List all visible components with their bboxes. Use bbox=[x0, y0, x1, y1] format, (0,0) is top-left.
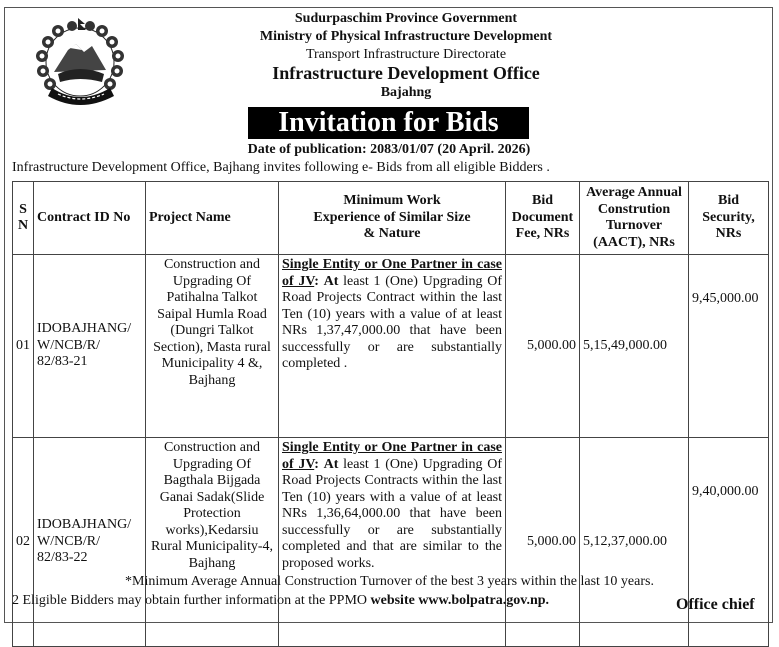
intro-text: Infrastructure Development Office, Bajhang invites following e- Bids from all eligible Bidders . bbox=[12, 160, 550, 175]
experience-text: least 1 (One) Upgrading Of Road Projects Contract within the last Ten (10) years with a value of at least NRs 1,37,47,000.00 that have been successfully or are substantially completed . bbox=[282, 273, 503, 371]
further-info bbox=[12, 593, 549, 609]
province-government-heading: Sudurpaschim Province Government bbox=[294, 11, 518, 26]
table-row bbox=[13, 255, 769, 438]
cell-aact: 5,15,49,000.00 bbox=[580, 255, 689, 438]
office-heading: Infrastructure Development Office bbox=[272, 63, 540, 83]
invitation-banner: Invitation for Bids bbox=[248, 107, 529, 139]
experience-lead: Single Entity or One Partner in case of JV bbox=[282, 257, 502, 289]
cell-security: 9,45,000.00 bbox=[689, 255, 769, 438]
website-link[interactable]: website www.bolpatra.gov.np. bbox=[370, 593, 550, 608]
directorate-heading: Transport Infrastructure Directorate bbox=[305, 47, 507, 62]
turnover-note bbox=[0, 574, 779, 590]
header-experience: Minimum Work Experience of Similar Size & Nature bbox=[279, 182, 506, 255]
cell-sn: 01 bbox=[13, 255, 34, 438]
cell-aact: 5,12,37,000.00 bbox=[580, 438, 689, 647]
cell-contract-id: IDOBAJHANG/ W/NCB/R/ 82/83-21 bbox=[34, 255, 146, 438]
cell-project-name: Construction and Upgrading Of Patihalna Talkot Saipal Humla Road (Dungri Talkot Section), Masta rural Municipality 4 &, Bajhang bbox=[146, 255, 279, 438]
cell-sn: 02 bbox=[13, 438, 34, 647]
cell-project-name: Construction and Upgrading Of Bagthala Bijgada Ganai Sadak(Slide Protection works),Kedarsiu Rural Municipality-4, Bajhang bbox=[146, 438, 279, 647]
cell-contract-id: IDOBAJHANG/ W/NCB/R/ 82/83-22 bbox=[34, 438, 146, 647]
location-heading: Bajahng bbox=[380, 85, 432, 100]
experience-text: least 1 (One) Upgrading Of Road Projects Contracts within the last Ten (10) years with a value of at least NRs 1,36,64,000.00 that have been successfully or are substantially completed and that are similar to the proposed works. bbox=[282, 456, 503, 571]
experience-at: At bbox=[323, 456, 339, 472]
ministry-heading: Ministry of Physical Infrastructure Development bbox=[259, 29, 553, 44]
experience-lead: Single Entity or One Partner in case of JV bbox=[282, 440, 502, 472]
header-security: Bid Security, NRs bbox=[689, 182, 769, 255]
turnover-note-text: *Minimum Average Annual Construction Turnover of the best 3 years within the last 10 years. bbox=[125, 574, 654, 589]
further-info-text: 2 Eligible Bidders may obtain further information at the PPMO bbox=[12, 593, 371, 608]
office-chief-signature: Office chief bbox=[676, 596, 755, 613]
experience-colon: : bbox=[314, 456, 319, 472]
experience-colon: : bbox=[314, 273, 319, 289]
header-fee: Bid Document Fee, NRs bbox=[506, 182, 580, 255]
cell-fee: 5,000.00 bbox=[506, 255, 580, 438]
header-project-name: Project Name bbox=[146, 182, 279, 255]
publication-date: Date of publication: 2083/01/07 (20 April. 2026) bbox=[247, 142, 531, 157]
header-aact: Average Annual Constrution Turnover (AACT), NRs bbox=[580, 182, 689, 255]
experience-at: At bbox=[323, 273, 339, 289]
nepal-government-emblem-icon bbox=[28, 14, 133, 114]
header-sn: S N bbox=[13, 182, 34, 255]
table-row bbox=[13, 438, 769, 647]
cell-experience bbox=[279, 438, 506, 647]
cell-security: 9,40,000.00 bbox=[689, 438, 769, 647]
header-contract-id: Contract ID No bbox=[34, 182, 146, 255]
cell-experience bbox=[279, 255, 506, 438]
cell-fee: 5,000.00 bbox=[506, 438, 580, 647]
table-header-row bbox=[13, 182, 769, 255]
